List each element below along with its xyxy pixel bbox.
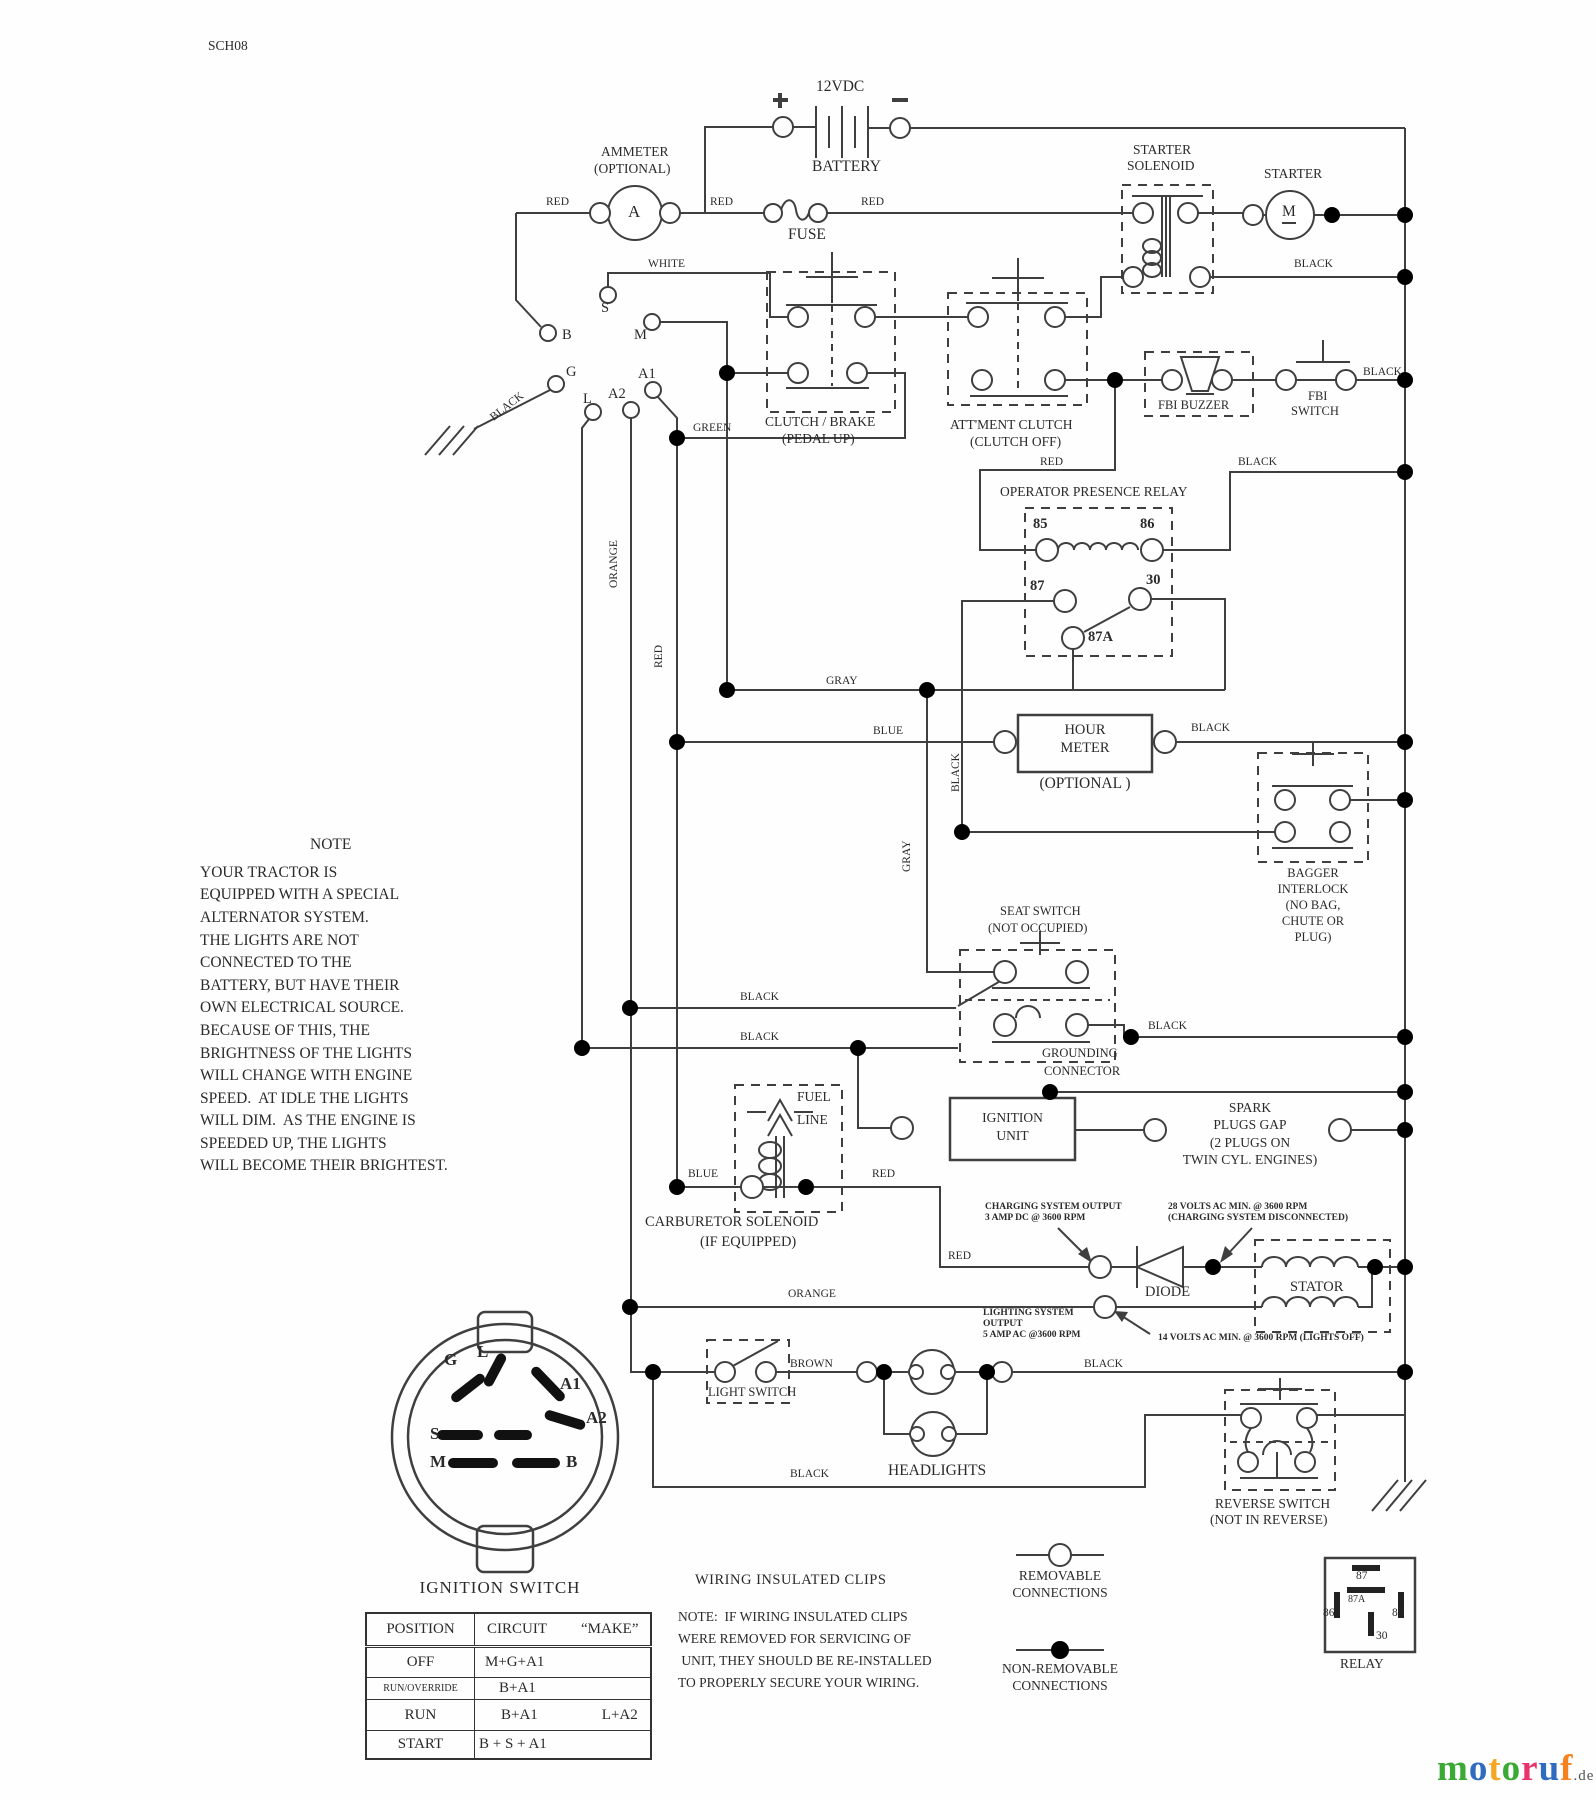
row-off-circuit: M+G+A1: [475, 1647, 652, 1678]
row-off-pos: OFF: [366, 1647, 475, 1678]
terminal-s: S: [601, 300, 610, 316]
conn-a1: A1: [560, 1374, 581, 1393]
fuel-2: LINE: [797, 1112, 828, 1127]
relaybox-30: 30: [1376, 1630, 1388, 1642]
logo-letter: o: [1468, 1748, 1489, 1789]
lighting-1: LIGHTING SYSTEM: [983, 1308, 1074, 1318]
reverse-switch-2: (NOT IN REVERSE): [1210, 1512, 1328, 1527]
ammeter-optional: (OPTIONAL): [594, 161, 671, 176]
fbi-buzzer-label: FBI BUZZER: [1158, 398, 1230, 412]
wire-label-red: RED: [861, 196, 884, 208]
note-l14: WILL BECOME THEIR BRIGHTEST.: [200, 1157, 448, 1174]
wire-label-orange: ORANGE: [788, 1288, 836, 1300]
bagger-2: INTERLOCK: [1277, 882, 1349, 896]
charging-1: CHARGING SYSTEM OUTPUT: [985, 1202, 1122, 1212]
hour-meter-1: HOUR: [1064, 722, 1106, 738]
wire-label-black: BLACK: [488, 389, 527, 424]
fuel-1: FUEL: [797, 1089, 831, 1104]
wire-label-white: WHITE: [648, 258, 686, 270]
conn-g: G: [444, 1350, 458, 1369]
note-l10: WILL CHANGE WITH ENGINE: [200, 1067, 413, 1084]
wire-label-red: RED: [546, 196, 569, 208]
conn-l: L: [477, 1342, 489, 1361]
wire-label-green: GREEN: [693, 422, 732, 434]
spark-4: TWIN CYL. ENGINES): [1182, 1152, 1318, 1167]
wire-label-black: BLACK: [1294, 258, 1333, 270]
starter-label: STARTER: [1264, 166, 1323, 181]
relaybox-87a: 87A: [1348, 1594, 1366, 1605]
wire-label-black: BLACK: [1084, 1358, 1123, 1370]
wire-label-blue: BLUE: [873, 725, 904, 737]
grounding-1: GROUNDING: [1042, 1046, 1118, 1060]
wiring-clips-l3: UNIT, THEY SHOULD BE RE-INSTALLED: [678, 1653, 932, 1668]
table-header-make: “MAKE”: [581, 1621, 639, 1637]
wire-label-gray: GRAY: [901, 840, 913, 872]
wire-label-orange: ORANGE: [608, 540, 620, 588]
note-l4: THE LIGHTS ARE NOT: [200, 932, 359, 949]
row-runoverride-pos: RUN/OVERRIDE: [366, 1678, 475, 1700]
legend-removable-2: CONNECTIONS: [1012, 1585, 1108, 1600]
motoruf-logo: [1437, 1747, 1594, 1790]
table-header-position: POSITION: [366, 1613, 475, 1647]
grounding-2: CONNECTOR: [1044, 1064, 1121, 1078]
starter-solenoid-1: STARTER: [1133, 142, 1192, 157]
relaybox-85: 85: [1392, 1607, 1404, 1619]
wire-label-black: BLACK: [1238, 456, 1277, 468]
relay-87a: 87A: [1088, 629, 1113, 645]
note-l8: BECAUSE OF THIS, THE: [200, 1022, 370, 1039]
wire-label-black: BLACK: [790, 1468, 829, 1480]
battery-voltage: 12VDC: [816, 78, 865, 95]
wire-label-gray: GRAY: [826, 675, 858, 687]
relaybox-86: 86: [1323, 1607, 1335, 1619]
wire-label-black: BLACK: [950, 753, 962, 792]
logo-letter: o: [1501, 1748, 1522, 1789]
sheet-code: SCH08: [208, 38, 248, 53]
clutch-brake-2: (PEDAL UP): [782, 431, 855, 446]
headlights-label: HEADLIGHTS: [888, 1462, 987, 1479]
row-start-pos: START: [366, 1731, 475, 1759]
wire-label-black: BLACK: [1191, 722, 1230, 734]
charging-2: 3 AMP DC @ 3600 RPM: [985, 1213, 1086, 1223]
conn-s: S: [430, 1424, 440, 1443]
wire-label-red: RED: [1040, 456, 1063, 468]
wire-label-black: BLACK: [740, 991, 779, 1003]
lighting-2: OUTPUT: [983, 1319, 1023, 1329]
bagger-1: BAGGER: [1287, 866, 1339, 880]
diode-label: DIODE: [1145, 1284, 1191, 1300]
terminal-a1: A1: [638, 366, 656, 382]
fbi-switch-1: FBI: [1308, 389, 1328, 403]
note-l13: SPEEDED UP, THE LIGHTS: [200, 1135, 387, 1152]
wiring-clips-l1: NOTE: IF WIRING INSULATED CLIPS: [678, 1609, 908, 1624]
logo-letter: t: [1488, 1748, 1502, 1789]
bagger-3: (NO BAG,: [1285, 898, 1341, 912]
row-runoverride-circuit: B+A1: [475, 1678, 652, 1700]
hour-meter-optional: (OPTIONAL ): [1039, 775, 1131, 792]
note-l5: CONNECTED TO THE: [200, 954, 352, 971]
legend-nonremovable-2: CONNECTIONS: [1012, 1678, 1108, 1693]
wire-label-red: RED: [653, 645, 665, 668]
operator-relay-title: OPERATOR PRESENCE RELAY: [1000, 484, 1188, 499]
wire-label-black: BLACK: [1363, 366, 1402, 378]
wire-label-red: RED: [710, 196, 733, 208]
wire-label-black: BLACK: [1148, 1020, 1187, 1032]
starter-solenoid-2: SOLENOID: [1127, 158, 1195, 173]
wire-label-black: BLACK: [740, 1031, 779, 1043]
table-row: [366, 1678, 651, 1700]
table-row: [366, 1647, 651, 1678]
lighting-3: 5 AMP AC @3600 RPM: [983, 1330, 1081, 1340]
terminal-l: L: [583, 391, 592, 407]
relay-30: 30: [1146, 572, 1161, 588]
note-l9: BRIGHTNESS OF THE LIGHTS: [200, 1045, 412, 1062]
conn-a2: A2: [586, 1408, 607, 1427]
seat-switch-1: SEAT SWITCH: [1000, 904, 1081, 918]
note-l6: BATTERY, BUT HAVE THEIR: [200, 977, 400, 994]
wire-label-blue: BLUE: [688, 1168, 719, 1180]
ignition-unit-2: UNIT: [996, 1128, 1029, 1143]
legend-removable-1: REMOVABLE: [1018, 1568, 1102, 1583]
logo-letter: m: [1437, 1748, 1469, 1789]
spark-3: (2 PLUGS ON: [1209, 1135, 1291, 1150]
carburetor-1: CARBURETOR SOLENOID: [645, 1214, 819, 1230]
legend-nonremovable-1: NON-REMOVABLE: [1001, 1661, 1118, 1676]
note-l1: YOUR TRACTOR IS: [200, 864, 338, 881]
relay-87: 87: [1030, 578, 1045, 594]
conn-b: B: [566, 1452, 578, 1471]
table-row: [366, 1731, 651, 1759]
terminal-b: B: [562, 327, 572, 343]
logo-letter: u: [1538, 1748, 1561, 1789]
relaybox-87: 87: [1356, 1570, 1368, 1582]
terminal-a2: A2: [608, 386, 626, 402]
seat-switch-2: (NOT OCCUPIED): [988, 921, 1088, 935]
note-l12: WILL DIM. AS THE ENGINE IS: [200, 1112, 416, 1129]
note-l11: SPEED. AT IDLE THE LIGHTS: [200, 1090, 409, 1107]
wire-label-red: RED: [872, 1168, 895, 1180]
fbi-switch-2: SWITCH: [1291, 404, 1339, 418]
clutch-brake-1: CLUTCH / BRAKE: [765, 414, 876, 429]
ignition-unit-1: IGNITION: [982, 1110, 1043, 1125]
volts28-2: (CHARGING SYSTEM DISCONNECTED): [1168, 1213, 1348, 1223]
note-title: NOTE: [310, 836, 352, 853]
row-start-circuit: B + S + A1: [475, 1731, 652, 1759]
bagger-4: CHUTE OR: [1281, 914, 1345, 928]
note-l7: OWN ELECTRICAL SOURCE.: [200, 999, 404, 1016]
row-run-pos: RUN: [366, 1700, 475, 1731]
volts14: 14 VOLTS AC MIN. @ 3600 RPM (LIGHTS OFF): [1158, 1333, 1364, 1343]
attment-clutch-1: ATT'MENT CLUTCH: [950, 417, 1073, 432]
wiring-clips-l4: TO PROPERLY SECURE YOUR WIRING.: [678, 1675, 920, 1690]
carburetor-2: (IF EQUIPPED): [700, 1234, 797, 1250]
hour-meter-2: METER: [1060, 740, 1110, 756]
logo-letter: r: [1521, 1748, 1539, 1789]
table-row: [366, 1700, 651, 1731]
ammeter-letter: A: [628, 202, 641, 221]
fuse-label: FUSE: [788, 226, 826, 243]
spark-2: PLUGS GAP: [1213, 1117, 1287, 1132]
note-l3: ALTERNATOR SYSTEM.: [200, 909, 369, 926]
terminal-g: G: [566, 364, 577, 380]
spark-1: SPARK: [1228, 1100, 1272, 1115]
relay-85: 85: [1033, 516, 1048, 532]
relay-86: 86: [1140, 516, 1155, 532]
row-run-circuit1: B+A1: [501, 1706, 538, 1723]
ammeter-label: AMMETER: [601, 144, 669, 159]
conn-m: M: [430, 1452, 447, 1471]
volts28-1: 28 VOLTS AC MIN. @ 3600 RPM: [1168, 1202, 1308, 1212]
logo-suffix: .de: [1573, 1768, 1595, 1784]
wire-label-red: RED: [948, 1250, 971, 1262]
note-l2: EQUIPPED WITH A SPECIAL: [200, 886, 400, 903]
terminal-m: M: [634, 327, 647, 343]
reverse-switch-1: REVERSE SWITCH: [1215, 1496, 1331, 1511]
relaybox-title: RELAY: [1340, 1656, 1384, 1671]
bagger-5: PLUG): [1294, 930, 1332, 944]
row-run-circuit2: L+A2: [601, 1706, 638, 1723]
light-switch-label: LIGHT SWITCH: [708, 1385, 797, 1399]
stator-label: STATOR: [1290, 1279, 1344, 1295]
attment-clutch-2: (CLUTCH OFF): [970, 434, 1062, 449]
starter-letter: M: [1282, 203, 1296, 224]
wiring-clips-title: WIRING INSULATED CLIPS: [695, 1572, 887, 1588]
table-header-circuit: CIRCUIT: [487, 1621, 547, 1637]
ignition-switch-table: [365, 1612, 652, 1760]
wire-label-brown: BROWN: [790, 1358, 833, 1370]
logo-letter: f: [1560, 1748, 1574, 1789]
wiring-clips-l2: WERE REMOVED FOR SERVICING OF: [678, 1631, 911, 1646]
ignition-switch-title: IGNITION SWITCH: [419, 1578, 581, 1597]
battery-label: BATTERY: [812, 158, 881, 175]
